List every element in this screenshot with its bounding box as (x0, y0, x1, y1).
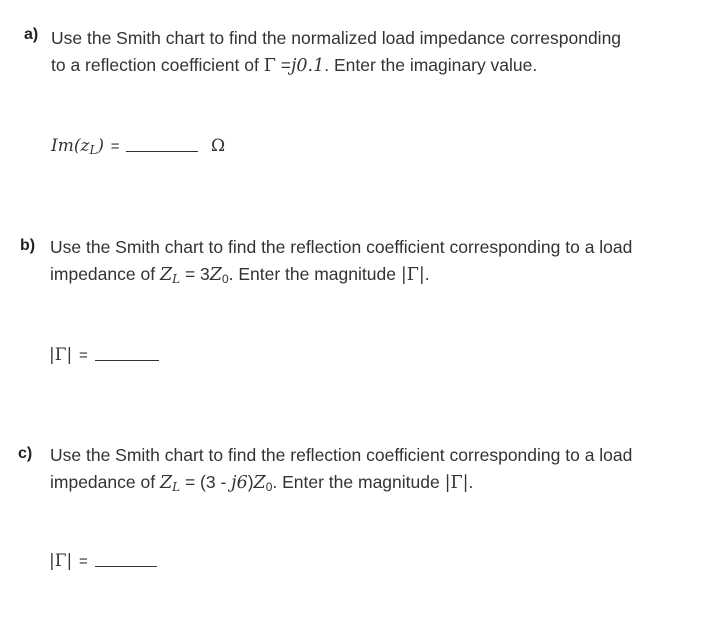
answer-a-blank[interactable] (126, 150, 198, 152)
answer-c-equals: = (79, 553, 88, 570)
question-b-line1: Use the Smith chart to find the reflection coefficient corresponding to a load (50, 237, 633, 257)
answer-a-lhs: $Im(z_L)$ (51, 136, 105, 157)
question-c-label: c) (18, 445, 33, 462)
question-a-line1: Use the Smith chart to find the normalized load impedance corresponding (51, 28, 622, 48)
question-c-line1: Use the Smith chart to find the reflection coefficient corresponding to a load (50, 445, 633, 465)
answer-a-equals: = (110, 138, 120, 155)
answer-c (49, 551, 157, 571)
answer-c-lhs: |Γ| (49, 551, 73, 571)
answer-a-unit: Ω (211, 136, 226, 156)
answer-b-equals: = (79, 347, 88, 364)
question-c-line2: impedance of $Z_L = (3 - j6)Z_0$. Enter the magnitude |Γ|. (50, 472, 474, 494)
answer-a (51, 136, 225, 156)
question-a-label: a) (24, 26, 39, 43)
answer-b (49, 345, 159, 365)
question-a-text (51, 25, 691, 80)
question-b-label: b) (20, 237, 36, 254)
answer-b-blank[interactable] (95, 359, 159, 361)
answer-b-lhs: |Γ| (49, 345, 73, 365)
question-b-text (50, 234, 690, 289)
question-c-text (50, 442, 690, 497)
question-a-line2: to a reflection coefficient of Γ =j0.1. Enter the imaginary value. (51, 55, 538, 76)
question-b-line2: impedance of $Z_L = 3Z_0$. Enter the magnitude |Γ|. (50, 264, 430, 286)
answer-c-blank[interactable] (95, 565, 157, 567)
